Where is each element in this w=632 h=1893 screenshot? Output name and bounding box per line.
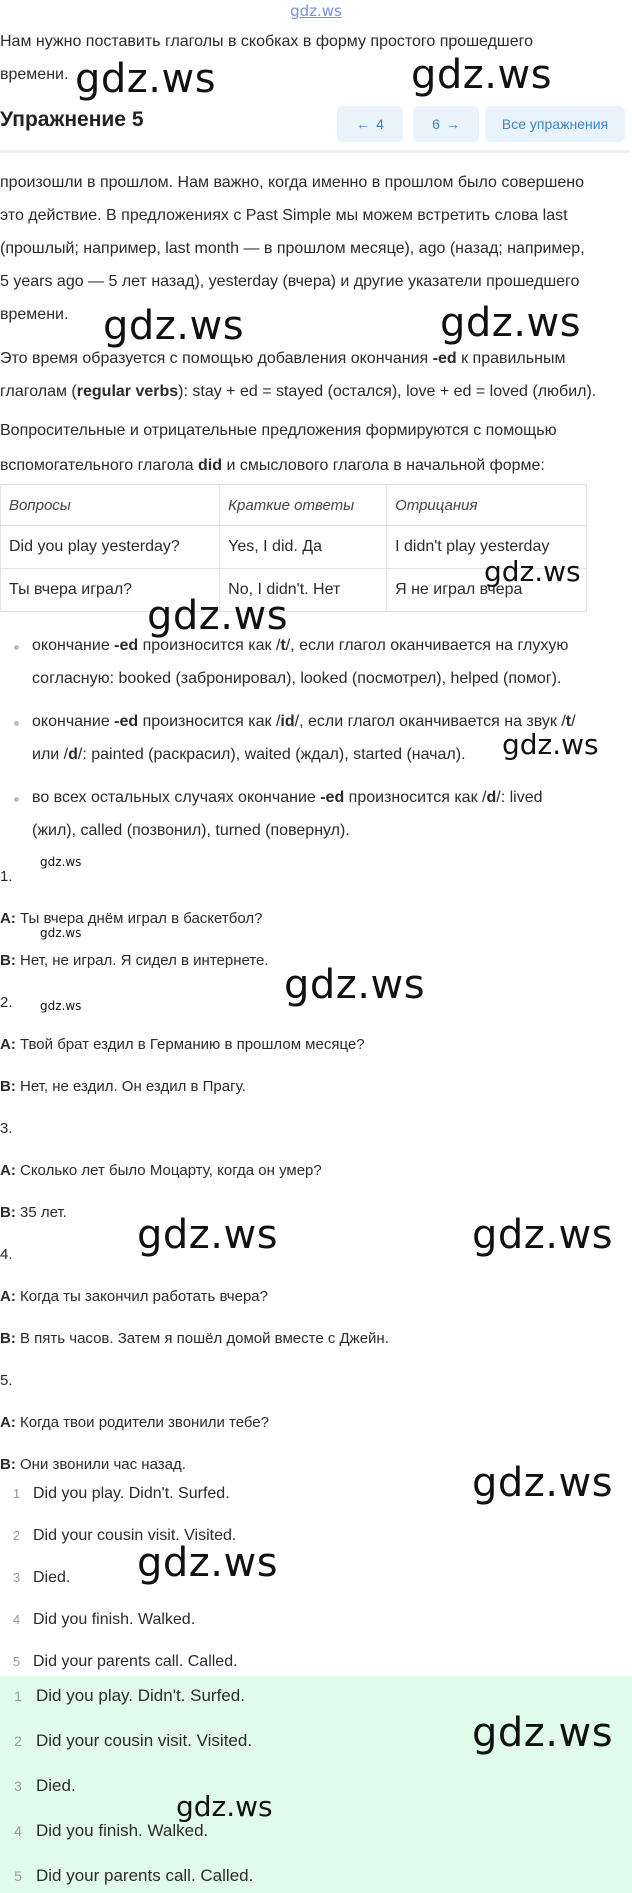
answers-highlight xyxy=(0,1676,632,1893)
theory-line: 5 years ago — 5 лет назад), yesterday (вчера) и другие указатели прошедшего xyxy=(0,273,580,290)
bullet-text: окончание -ed произносится как /t/, если глагол оканчивается на глухую xyxy=(32,637,569,654)
dialogue-answer: B: Они звонили час назад. xyxy=(0,1456,186,1473)
page-title: Упражнение 5 xyxy=(0,108,144,131)
intro-line-2: времени. xyxy=(0,66,69,83)
theory-line: Это время образуется с помощью добавления окончания -ed к правильным xyxy=(0,350,566,367)
dialogue-answer: B: Нет, не играл. Я сидел в интернете. xyxy=(0,952,269,969)
arrow-left-icon: ← xyxy=(356,116,371,132)
dialogue-question: A: Ты вчера днём играл в баскетбол? xyxy=(0,910,263,927)
dialogue-number: 5. xyxy=(0,1372,13,1389)
watermark: gdz.ws xyxy=(40,926,82,940)
watermark: gdz.ws xyxy=(137,1540,279,1586)
watermark: gdz.ws xyxy=(176,1790,273,1823)
bullet-text: (жил), called (позвонил), turned (повернул). xyxy=(32,822,350,839)
watermark: gdz.ws xyxy=(411,52,553,98)
bullet-icon xyxy=(14,721,19,726)
theory-line: времени. xyxy=(0,306,69,323)
table-cell: Ты вчера играл? xyxy=(1,569,220,612)
all-exercises-button[interactable] xyxy=(485,106,625,142)
list-item: 1 Did you play. Didn't. Surfed. xyxy=(14,1686,245,1705)
table-header: Краткие ответы xyxy=(220,485,387,526)
bullet-icon xyxy=(14,797,19,802)
bullet-text: согласную: booked (забронировал), looked (посмотрел), helped (помог). xyxy=(32,670,562,687)
dialogue-answer: B: Нет, не ездил. Он ездил в Прагу. xyxy=(0,1078,246,1095)
theory-line: вспомогательного глагола did и смыслового глагола в начальной форме: xyxy=(0,457,545,474)
table-cell: Did you play yesterday? xyxy=(1,526,220,569)
arrow-right-icon: → xyxy=(445,116,460,132)
table-cell: Yes, I did. Да xyxy=(220,526,387,569)
prev-exercise-label: 4 xyxy=(376,116,384,132)
theory-line: глаголам (regular verbs): stay + ed = stayed (остался), love + ed = loved (любил). xyxy=(0,383,597,400)
watermark: gdz.ws xyxy=(137,1212,279,1258)
watermark: gdz.ws xyxy=(502,728,599,761)
watermark: gdz.ws xyxy=(40,999,82,1013)
watermark: gdz.ws xyxy=(40,855,82,869)
dialogue-question: A: Сколько лет было Моцарту, когда он умер? xyxy=(0,1162,322,1179)
theory-line: (прошлый; например, last month — в прошлом месяце), ago (назад; например, xyxy=(0,240,585,257)
watermark: gdz.ws xyxy=(284,962,426,1008)
list-item: 2 Did your cousin visit. Visited. xyxy=(14,1731,253,1750)
watermark: gdz.ws xyxy=(472,1212,614,1258)
table-cell: Я не играл вчера xyxy=(387,569,587,612)
watermark: gdz.ws xyxy=(147,593,289,639)
list-item: 5 Did your parents call. Called. xyxy=(12,1653,238,1670)
theory-line: произошли в прошлом. Нам важно, когда именно в прошлом было совершено xyxy=(0,174,585,191)
list-item: 2 Did your cousin visit. Visited. xyxy=(12,1527,237,1544)
dialogue-answer: B: В пять часов. Затем я пошёл домой вместе с Джейн. xyxy=(0,1330,389,1347)
dialogue-number: 2. xyxy=(0,994,13,1011)
dialogue-number: 4. xyxy=(0,1246,13,1263)
table-header: Отрицания xyxy=(387,485,587,526)
prev-exercise-button[interactable] xyxy=(337,106,403,142)
watermark: gdz.ws xyxy=(472,1460,614,1506)
dialogue-question: A: Когда ты закончил работать вчера? xyxy=(0,1288,268,1305)
dialogue-question: A: Твой брат ездил в Германию в прошлом месяце? xyxy=(0,1036,365,1053)
watermark: gdz.ws xyxy=(440,300,582,346)
intro-line-1: Нам нужно поставить глаголы в скобках в форму простого прошедшего xyxy=(0,33,534,50)
theory-line: Вопросительные и отрицательные предложения формируются с помощью xyxy=(0,422,557,439)
dialogue-question: A: Когда твои родители звонили тебе? xyxy=(0,1414,269,1431)
bullet-icon xyxy=(14,645,19,650)
table-header: Вопросы xyxy=(1,485,220,526)
dialogue-answer: B: 35 лет. xyxy=(0,1204,67,1221)
list-item: 5 Did your parents call. Called. xyxy=(14,1866,254,1885)
divider xyxy=(0,150,630,153)
next-exercise-button[interactable] xyxy=(413,106,479,142)
watermark: gdz.ws xyxy=(75,56,217,102)
theory-line: это действие. В предложениях с Past Simple мы можем встретить слова last xyxy=(0,207,568,224)
dialogue-number: 1. xyxy=(0,868,13,885)
table-cell: No, I didn't. Нет xyxy=(220,569,387,612)
watermark: gdz.ws xyxy=(472,1710,614,1756)
watermark-link[interactable]: gdz.ws xyxy=(290,2,342,20)
bullet-text: окончание -ed произносится как /id/, если глагол оканчивается на звук /t/ xyxy=(32,713,576,730)
grammar-table xyxy=(0,484,587,612)
list-item: 4 Did you finish. Walked. xyxy=(14,1821,209,1840)
list-item: 3 Died. xyxy=(12,1569,71,1586)
watermark: gdz.ws xyxy=(103,303,245,349)
all-exercises-label: Все упражнения xyxy=(501,116,609,132)
list-item: 1 Did you play. Didn't. Surfed. xyxy=(12,1485,230,1502)
watermark: gdz.ws xyxy=(484,555,581,588)
bullet-text: во всех остальных случаях окончание -ed произносится как /d/: lived xyxy=(32,789,543,806)
list-item: 4 Did you finish. Walked. xyxy=(12,1611,196,1628)
bullet-text: или /d/: painted (раскрасил), waited (ждал), started (начал). xyxy=(32,746,466,763)
list-item: 3 Died. xyxy=(14,1776,76,1795)
table-cell: I didn't play yesterday xyxy=(387,526,587,569)
next-exercise-label: 6 xyxy=(432,116,440,132)
dialogue-number: 3. xyxy=(0,1120,13,1137)
